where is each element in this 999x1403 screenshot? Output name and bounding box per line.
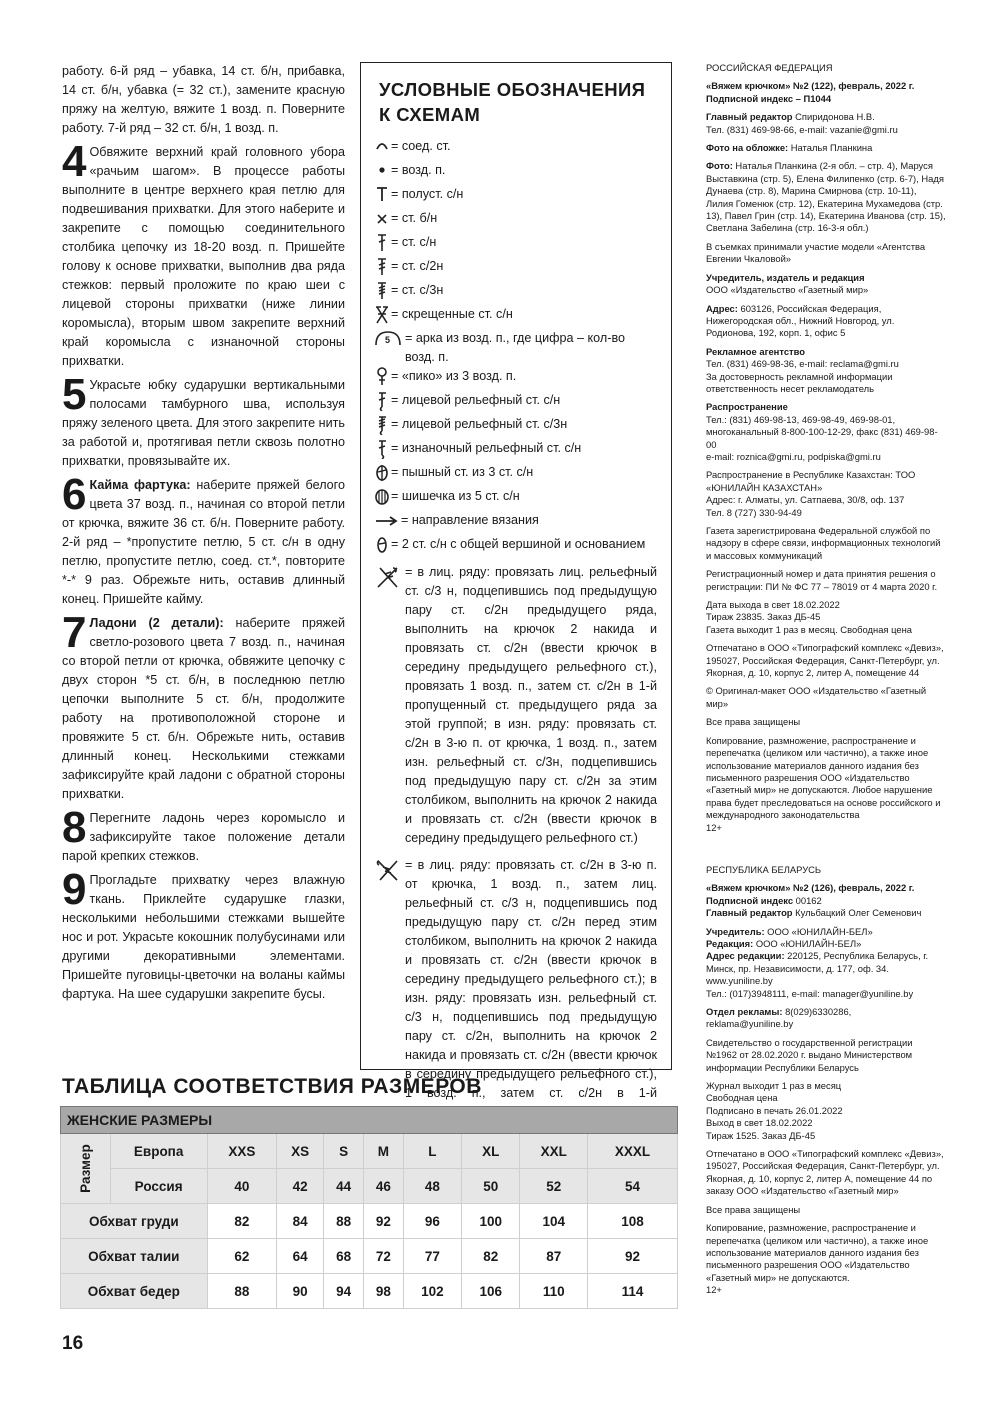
imprint-by-age: 12+ — [706, 1284, 722, 1296]
imprint-by-addr-label: Адрес редакции: — [706, 950, 785, 962]
imprint-russia — [706, 62, 946, 834]
legend-item-text: = изнаночный рельефный ст. с/н — [391, 441, 582, 455]
step-number: 5 — [62, 370, 87, 419]
dot-icon — [375, 161, 389, 181]
intro-paragraph: работу. 6-й ряд – убавка, 14 ст. б/н, прибавка, 14 ст. б/н, убавка (= 32 ст.), замените красную пряжу на желтую, вяжите 1 возд. п. Поверните работу. 7-й ряд – 32 ст. б/н, 1 возд. п. — [62, 64, 345, 135]
legend-item-text: = «пико» из 3 возд. п. — [391, 369, 517, 383]
imprint-by-editor-label: Главный редактор — [706, 907, 793, 919]
step-number: 7 — [62, 608, 87, 657]
measure-value: 82 — [207, 1204, 276, 1239]
step-4 — [62, 137, 345, 371]
imprint-ru-date: Дата выхода в свет 18.02.2022 — [706, 599, 840, 611]
imprint-by-freq: Журнал выходит 1 раз в месяц — [706, 1080, 842, 1092]
measure-value: 72 — [363, 1239, 403, 1274]
legend-item — [375, 463, 657, 487]
measure-value: 68 — [324, 1239, 364, 1274]
measure-value: 106 — [462, 1274, 520, 1309]
measure-value: 114 — [588, 1274, 678, 1309]
russia-size-cell: 42 — [277, 1169, 324, 1204]
instructions-column — [62, 62, 345, 1009]
imprint-by-editor: Кульбацкий Олег Семенович — [792, 907, 922, 919]
russia-size-cell: 46 — [363, 1169, 403, 1204]
legend-box — [360, 62, 672, 1100]
legend-long-text-1: = в лиц. ряду: провязать лиц. рельефный ст. с/3 н, подцепившись под предыдущую пару ст. с/2н предыдущего ряда, выполнить на крючок 2 накида и провязать ст. с/2н (ввести крючок в середину предыдущего рельефного ст.), провязать 1 возд. п., затем ст. с/2н в 1-й пропущенный ст. предыдущего ряда за этой группой; в изн. ряду: провязать ст. с/2н в 3-ю п. от крючка, 1 возд. п., затем изн. рельефный ст. с/3н, подцепившись под предыдущую пару ст. с/2н за этим столбиком, выполнить на крючок 2 накида и провязать ст. с/2н (ввести крючок в середину предыдущего рельефного ст.) — [405, 565, 657, 845]
imprint-ru-editor: Спиридонова Н.В. — [792, 111, 875, 123]
imprint-by-edit-label: Редакция: — [706, 937, 754, 949]
imprint-ru-freq: Газета выходит 1 раз в месяц. Свободная цена — [706, 623, 912, 635]
step-text: наберите пряжей светло-розового цвета 7 возд. п., начиная со второй петли от крючка, обвяжите цепочку с двух сторон *5 ст. б/н, в последнюю петлю цепочки выполните 5 ст. б/н, продолжите работу на противоположной стороне и провяжите 5 ст. б/н. Обрежьте нить, оставив длинный конец. Несколькими стежками зафиксируйте край ладони с обратной стороны прихватки. — [62, 616, 345, 801]
legend-item — [375, 511, 657, 535]
fpdtr-icon — [375, 415, 389, 435]
imprint-by-tel: Тел.: (017)3948111, e-mail: manager@yuniline.by — [706, 987, 914, 999]
legend-item-text: = ст. б/н — [391, 211, 438, 225]
imprint-ru-age: 12+ — [706, 821, 722, 833]
arc-icon — [375, 137, 389, 157]
legend-item — [375, 281, 657, 305]
imprint-ru-tel: Тел. (831) 469-98-66, e-mail: vazanie@gmi.ru — [706, 123, 898, 135]
dec-icon — [375, 535, 389, 555]
puff-icon — [375, 463, 389, 483]
russia-size-cell: 52 — [520, 1169, 588, 1204]
imprint-ru-founder-label: Учредитель, издатель и редакция — [706, 271, 865, 283]
imprint-by-signed: Подписано в печать 26.01.2022 — [706, 1104, 843, 1116]
imprint-by-price: Свободная цена — [706, 1092, 778, 1104]
step-text: Перегните ладонь через коромысло и зафиксируйте такое положение детали парой крепких стежков. — [62, 811, 345, 863]
imprint-ru-dist-mail: e-mail: roznica@gmi.ru, podpiska@gmi.ru — [706, 450, 881, 462]
europe-size-cell: XS — [277, 1134, 324, 1169]
imprint-ru-layout: © Оригинал-макет ООО «Издательство «Газетный мир» — [706, 685, 927, 709]
imprint-ru-copy: Копирование, размножение, распространение и перепечатка (целиком или частично), а также иное использование материалов данного издания без письменного разрешения ООО «Издательство «Газетный мир» не допускаются. Любое нарушение права будет преследоваться на основе российского и международного законодательства — [706, 734, 941, 821]
size-table-header: ЖЕНСКИЕ РАЗМЕРЫ — [61, 1107, 678, 1134]
step-text: Обвяжите верхний край головного убора «рачьим шагом». В процессе работы выполните в центре верхнего края петлю для подвешивания прихватки. Для этого наберите и закрепите с помощью соединительного столбика цепочку из 18-20 возд. п. Пришейте голову к основе прихватки, выполнив два ряда стежков: первый проложите по краю шеи с лицевой стороны прихватки (ниже линии коромысла), вторым швом закрепите верхний край коромысла с изнаночной стороны прихватки. — [62, 145, 345, 368]
legend-item-text: = лицевой рельефный ст. с/3н — [391, 417, 568, 431]
measure-value: 92 — [588, 1239, 678, 1274]
measure-label: Обхват бедер — [61, 1274, 208, 1309]
imprint-by-country: РЕСПУБЛИКА БЕЛАРУСЬ — [706, 863, 822, 875]
measure-value: 62 — [207, 1239, 276, 1274]
step-heading: Кайма фартука: — [89, 478, 191, 492]
imprint-by-printed: Отпечатано в ООО «Типографский комплекс «Девиз», 195027, Российская Федерация, Санкт-Петербург, ул. Якорная, д. 10, корпус 2, литер А, помещение 44 по заказу ООО «Издательство «Газетный мир» — [706, 1148, 944, 1197]
measure-value: 82 — [462, 1239, 520, 1274]
measure-row — [61, 1274, 678, 1309]
imprint-by-site: www.yuniline.by — [706, 975, 773, 987]
legend-item-text: = шишечка из 5 ст. с/н — [391, 489, 520, 503]
legend-item — [375, 305, 657, 329]
imprint-ru-models: В съемках принимали участие модели «Агентства Евгении Чкаловой» — [706, 240, 926, 265]
imprint-ru-dist-label: Распространение — [706, 401, 788, 413]
measure-value: 108 — [588, 1204, 678, 1239]
imprint-ru-ads: Тел. (831) 469-98-36, e-mail: reclama@gmi.ru — [706, 358, 899, 370]
crossed-relief-icon-2 — [375, 858, 403, 882]
measure-value: 92 — [363, 1204, 403, 1239]
arrow-icon — [375, 511, 399, 531]
legend-title-line-2: К СХЕМАМ — [379, 104, 481, 125]
crossed-icon — [375, 305, 389, 325]
measure-value: 96 — [403, 1204, 461, 1239]
imprint-by-addr: 220125, Республика Беларусь, г. Минск, пр. Независимости, д. 177, оф. 34. — [706, 950, 929, 974]
europe-size-cell: XXXL — [588, 1134, 678, 1169]
imprint-by-edit: ООО «ЮНИЛАЙН-БЕЛ» — [753, 937, 862, 949]
imprint-ru-kz-addr: Адрес: г. Алматы, ул. Сатпаева, 30/8, оф. 137 — [706, 494, 905, 506]
imprint-ru-address: 603126, Российская Федерация, Нижегородская обл., Нижний Новгород, ул. Родионова, 192, корп. 1, офис 5 — [706, 302, 895, 339]
size-table — [60, 1106, 678, 1309]
legend-item — [375, 137, 657, 161]
crossed-relief-icon-1 — [375, 565, 403, 589]
imprint-by-date: Выход в свет 18.02.2022 — [706, 1117, 813, 1129]
legend-long-text-2: = в лиц. ряду: провязать ст. с/2н в 3-ю п. от крючка, 1 возд. п., затем лиц. рельефный ст. с/3 н, подцепившись под предыдущую пару ст. с/2н перед этим столбиком, выполнить на крючок 2 накида и провязать ст. с/2н (ввести крючок в середину предыдущего рельефного ст.); в изн. ряду: провязать изн. рельефный ст. с/3 н, подцепившись под предыдущую пару ст. с/2н, выполнить на крючок 2 накида и провязать ст. с/2н (ввести крючок в середину предыдущего рельефного ст.), 1 возд. п., затем ст. с/2н в 1-й — [405, 858, 657, 1100]
europe-size-cell: S — [324, 1134, 364, 1169]
imprint-ru-cover: Наталья Планкина — [788, 142, 873, 154]
step-number: 9 — [62, 865, 87, 914]
russia-size-cell: 54 — [588, 1169, 678, 1204]
imprint-ru-kz: Распространение в Республике Казахстан: ТОО «ЮНИЛАЙН КАЗАХСТАН» — [706, 469, 916, 493]
europe-label: Европа — [110, 1134, 207, 1169]
legend-item-text: = пышный ст. из 3 ст. с/н — [391, 465, 534, 479]
step-text: наберите пряжей белого цвета 37 возд. п., начиная со второй петли от крючка, вяжите 36 ст. б/н. Поверните работу. 2-й ряд – *пропустите петлю, 5 ст. с/н в одну петлю, пропустите петлю, соед. ст.*, повторите *-* 9 раз. Обрежьте нить, оставив длинный конец. Пришейте кайму. — [62, 478, 346, 606]
size-label-cell — [61, 1134, 111, 1204]
imprint-ru-address-label: Адрес: — [706, 302, 738, 314]
measure-value: 88 — [207, 1274, 276, 1309]
imprint-by-ads: 8(029)6330286, — [782, 1006, 852, 1017]
imprint-by-ads-label: Отдел рекламы: — [706, 1006, 783, 1017]
russia-label: Россия — [110, 1169, 207, 1204]
imprint-ru-print: Тираж 23835. Заказ ДБ-45 — [706, 611, 821, 623]
measure-value: 104 — [520, 1204, 588, 1239]
imprint-ru-editor-label: Главный редактор — [706, 111, 793, 123]
legend-long-item-1 — [375, 563, 657, 848]
legend-item — [375, 185, 657, 209]
imprint-by-index: 00162 — [793, 894, 822, 906]
size-label: Размер — [77, 1144, 93, 1193]
russia-size-cell: 48 — [403, 1169, 461, 1204]
measure-value: 90 — [277, 1274, 324, 1309]
legend-title — [379, 77, 657, 127]
legend-item-text: = ст. с/2н — [391, 259, 444, 273]
imprint-column — [706, 62, 946, 1297]
measure-value: 94 — [324, 1274, 364, 1309]
legend-item-text: = 2 ст. с/н с общей вершиной и основанием — [391, 537, 646, 551]
imprint-ru-rights: Все права защищены — [706, 716, 801, 728]
tr-icon — [375, 257, 389, 277]
measure-label: Обхват талии — [61, 1239, 208, 1274]
legend-item — [375, 391, 657, 415]
imprint-ru-index: Подписной индекс – П1044 — [706, 92, 832, 104]
step-8 — [62, 803, 345, 866]
measure-row — [61, 1204, 678, 1239]
legend-item-text: = лицевой рельефный ст. с/н — [391, 393, 561, 407]
legend-item-text: = арка из возд. п., где цифра – кол-во возд. п. — [405, 331, 626, 364]
step-text: Украсьте юбку сударушки вертикальными полосами тамбурного шва, используя пряжу зеленого цвета. Для этого закрепите нить за работой и, протягивая петли сквозь полотно прихватки, провязывайте их. — [62, 378, 345, 468]
legend-item — [375, 257, 657, 281]
legend-item — [375, 233, 657, 257]
t-icon — [375, 185, 389, 205]
legend-item-text: = ст. с/3н — [391, 283, 444, 297]
europe-size-cell: XL — [462, 1134, 520, 1169]
imprint-by-print: Тираж 1525. Заказ ДБ-45 — [706, 1129, 816, 1141]
imprint-belarus — [706, 864, 946, 1297]
imprint-ru-dist: Тел.: (831) 469-98-13, 469-98-49, 469-98-01, многоканальный 8-800-100-12-29, факс (831) 469-98-00 — [706, 413, 938, 450]
imprint-ru-ads-note: За достоверность рекламной информации ответственность несет рекламодатель — [706, 370, 893, 394]
step-number: 6 — [62, 470, 87, 519]
europe-size-cell: XXS — [207, 1134, 276, 1169]
imprint-by-founder: ООО «ЮНИЛАЙН-БЕЛ» — [764, 925, 873, 937]
imprint-ru-cover-label: Фото на обложке: — [706, 142, 789, 154]
legend-item-text: = скрещенные ст. с/н — [391, 307, 513, 321]
legend-item — [375, 487, 657, 511]
bpdc-icon — [375, 439, 389, 459]
imprint-ru-regnum: Регистрационный номер и дата принятия решения о регистрации: ПИ № ФС 77 – 78019 от 4 марта 2020 г. — [706, 568, 938, 592]
imprint-by-copy: Копирование, размножение, распространение и перепечатка (целиком или частично), а также иное использование материалов данного издания без письменного разрешения ООО «Издательство «Газетный мир» не допускаются. — [706, 1222, 929, 1283]
imprint-ru-founder: ООО «Издательство «Газетный мир» — [706, 284, 869, 296]
legend-item — [375, 439, 657, 463]
measure-value: 98 — [363, 1274, 403, 1309]
measure-row — [61, 1239, 678, 1274]
step-number: 4 — [62, 137, 87, 186]
europe-size-cell: L — [403, 1134, 461, 1169]
legend-item-text: = полуст. с/н — [391, 187, 464, 201]
legend-item — [375, 161, 657, 185]
legend-item-text: = направление вязания — [401, 513, 539, 527]
arch-icon — [375, 329, 403, 349]
imprint-by-issue: «Вяжем крючком» №2 (126), февраль, 2022 г. — [706, 882, 915, 894]
russia-size-cell: 50 — [462, 1169, 520, 1204]
legend-item-text: = ст. с/н — [391, 235, 437, 249]
step-9 — [62, 865, 345, 1004]
measure-value: 77 — [403, 1239, 461, 1274]
imprint-by-rights: Все права защищены — [706, 1203, 801, 1215]
legend-title-line-1: УСЛОВНЫЕ ОБОЗНАЧЕНИЯ — [379, 79, 646, 100]
measure-value: 64 — [277, 1239, 324, 1274]
imprint-ru-kz-tel: Тел. 8 (727) 330-94-49 — [706, 506, 802, 518]
measure-label: Обхват груди — [61, 1204, 208, 1239]
europe-size-cell: XXL — [520, 1134, 588, 1169]
dtr-icon — [375, 281, 389, 301]
svg-text:5: 5 — [385, 335, 391, 345]
imprint-ru-ads-label: Рекламное агентство — [706, 345, 805, 357]
europe-size-cell: M — [363, 1134, 403, 1169]
measure-value: 110 — [520, 1274, 588, 1309]
imprint-by-ads-mail: reklama@yuniline.by — [706, 1018, 794, 1030]
legend-item-text: = соед. ст. — [391, 139, 451, 153]
measure-value: 87 — [520, 1239, 588, 1274]
step-6 — [62, 470, 346, 609]
imprint-ru-country: РОССИЙСКАЯ ФЕДЕРАЦИЯ — [706, 62, 833, 73]
measure-value: 88 — [324, 1204, 364, 1239]
imprint-by-founder-label: Учредитель: — [706, 925, 765, 937]
step-text: Прогладьте прихватку через влажную ткань. Приклейте сударушке глазки, несколькими небольшими стежками вышейте нос и рот. Украсьте кокошник полубусинами или другими декоративными элементами. Пришейте пуговицы-цветочки на воланы каймы фартука. На шее сударушки закрепите бусы. — [62, 873, 345, 1001]
measure-value: 100 — [462, 1204, 520, 1239]
step-5 — [62, 370, 345, 471]
russia-size-cell: 44 — [324, 1169, 364, 1204]
legend-item — [375, 209, 657, 233]
legend-item — [375, 329, 657, 367]
imprint-by-index-label: Подписной индекс — [706, 894, 794, 906]
cross-icon — [375, 209, 389, 229]
size-table-title: ТАБЛИЦА СООТВЕТСТВИЯ РАЗМЕРОВ — [62, 1075, 482, 1098]
bobble-icon — [375, 487, 389, 507]
legend-item-text: = возд. п. — [391, 163, 446, 177]
imprint-ru-printed: Отпечатано в ООО «Типографский комплекс «Девиз», 195027, Российская Федерация, Санкт-Петербург, ул. Якорная, д. 10, корпус 2, литер А, помещение 44 — [706, 642, 944, 679]
legend-item — [375, 415, 657, 439]
step-7 — [62, 608, 345, 804]
measure-value: 84 — [277, 1204, 324, 1239]
fpdc-icon — [375, 391, 389, 411]
imprint-ru-reg: Газета зарегистрирована Федеральной службой по надзору в сфере связи, информационных технологий и массовых коммуникаций — [706, 525, 941, 561]
russia-size-cell: 40 — [207, 1169, 276, 1204]
step-heading: Ладони (2 детали): — [89, 616, 224, 630]
legend-item — [375, 535, 657, 559]
dc-icon — [375, 233, 389, 253]
step-number: 8 — [62, 803, 87, 852]
legend-item — [375, 367, 657, 391]
imprint-ru-issue: «Вяжем крючком» №2 (122), февраль, 2022 г. — [706, 80, 915, 92]
imprint-ru-photo: Наталья Планкина (2-я обл. – стр. 4), Маруся Выставкина (стр. 5), Елена Филипенко (стр. 6-7), Надя Дунаева (стр. 8), Марина Смирнова (стр. 10-11), Лилия Гоменюк (стр. 12), Екатерина Мухамедова (стр. 13), Павел Грин (стр. 14), Екатерина Иванова (стр. 15), Светлана Забелина (стр. 16-3-я обл.) — [706, 160, 946, 234]
picot-icon — [375, 367, 389, 387]
imprint-by-cert: Свидетельство о государственной регистрации №1962 от 28.02.2020 г. выдано Министерством информации Республики Беларусь — [706, 1036, 913, 1073]
measure-value: 102 — [403, 1274, 461, 1309]
page-number: 16 — [62, 1333, 84, 1354]
imprint-ru-photo-label: Фото: — [706, 160, 733, 172]
